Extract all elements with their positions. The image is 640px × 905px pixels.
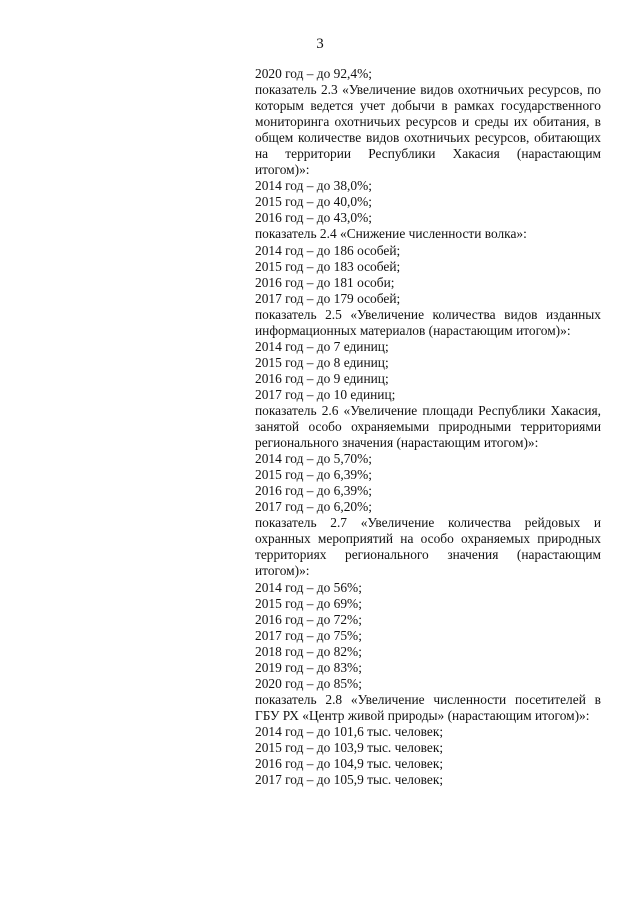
text-line: 2015 год – до 69%; [255, 595, 362, 611]
text-line: 2015 год – до 40,0%; [255, 194, 372, 210]
indicator-paragraph: показатель 2.3 «Увеличение видов охотничьих ресурсов, по которым ведется учет добычи в рамках государственного мониторинга охотничьих ресурсов и среды их обитания, в общем количестве видов охотничьих ресурсов, обитающих на территории Республики Хакасия (нарастающим итогом)»: [255, 82, 601, 178]
text-line: 2017 год – до 105,9 тыс. человек; [255, 772, 444, 788]
indicator-paragraph: показатель 2.6 «Увеличение площади Республики Хакасия, занятой особо охраняемыми природными территориями регионального значения (нарастающим итогом)»: [255, 402, 601, 451]
text-line: 2017 год – до 6,20%; [255, 499, 372, 515]
text-line: 2017 год – до 75%; [255, 627, 362, 643]
text-line: 2014 год – до 56%; [255, 579, 362, 595]
indicator-paragraph: показатель 2.8 «Увеличение численности посетителей в ГБУ РХ «Центр живой природы» (нарастающим итогом)»: [255, 691, 601, 723]
text-line: 2016 год – до 43,0%; [255, 210, 372, 226]
text-line: 2020 год – до 92,4%; [255, 66, 372, 81]
text-line: 2014 год – до 7 единиц; [255, 338, 389, 354]
text-line: 2020 год – до 85%; [255, 675, 362, 691]
text-line: 2017 год – до 179 особей; [255, 290, 401, 306]
text-line: 2015 год – до 103,9 тыс. человек; [255, 739, 444, 755]
indicator-paragraph: показатель 2.7 «Увеличение количества рейдовых и охранных мероприятий на особо охраняемых природных территориях регионального значения (нарастающим итогом)»: [255, 515, 601, 579]
text-line: 2014 год – до 38,0%; [255, 178, 372, 194]
text-line: 2019 год – до 83%; [255, 659, 362, 675]
page-number: 3 [316, 36, 324, 52]
text-line: 2014 год – до 5,70%; [255, 451, 372, 467]
indicator-paragraph: показатель 2.5 «Увеличение количества видов изданных информационных материалов (нарастающим итогом)»: [255, 306, 601, 338]
text-line: 2014 год – до 186 особей; [255, 242, 401, 258]
text-line: 2014 год – до 101,6 тыс. человек; [255, 723, 444, 739]
text-line: показатель 2.4 «Снижение численности волка»: [255, 226, 527, 242]
document-body [255, 66, 601, 788]
text-line: 2017 год – до 10 единиц; [255, 386, 396, 402]
text-line: 2016 год – до 181 особи; [255, 274, 395, 290]
text-line: 2015 год – до 8 единиц; [255, 354, 389, 370]
text-line: 2016 год – до 6,39%; [255, 483, 372, 499]
text-line: 2018 год – до 82%; [255, 643, 362, 659]
text-line: 2015 год – до 6,39%; [255, 467, 372, 483]
text-line: 2016 год – до 9 единиц; [255, 370, 389, 386]
text-line: 2016 год – до 104,9 тыс. человек; [255, 756, 444, 772]
text-line: 2016 год – до 72%; [255, 611, 362, 627]
text-line: 2015 год – до 183 особей; [255, 258, 401, 274]
